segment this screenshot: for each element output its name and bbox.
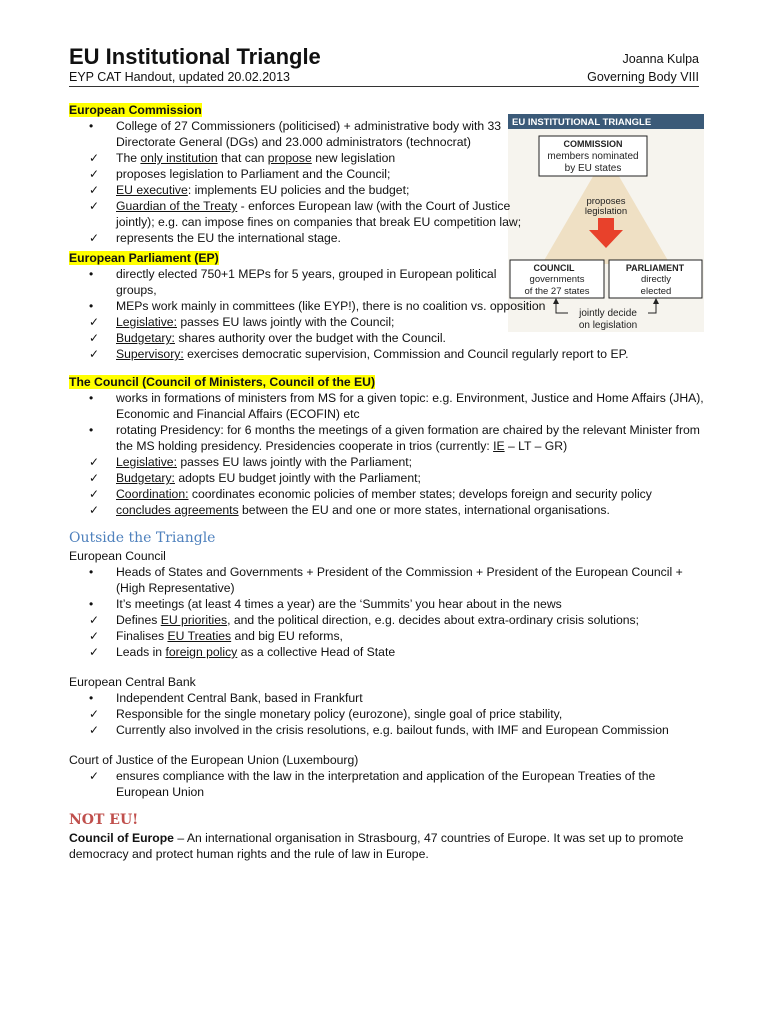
court-heading: Court of Justice of the European Union (Luxembourg) — [69, 753, 359, 767]
underlined-text: Supervisory: — [116, 347, 184, 361]
not-eu-heading: NOT EU! — [69, 812, 139, 828]
checkmark-icon: ✓ — [89, 503, 100, 517]
item-text: proposes legislation to Parliament and the Council; — [116, 167, 391, 181]
checkmark-icon: ✓ — [89, 151, 100, 165]
parliament-line1: directly — [640, 274, 672, 285]
check-item — [69, 628, 709, 644]
check-item — [69, 768, 709, 800]
council-section — [69, 374, 709, 518]
item-text: passes EU laws jointly with the Parliament; — [176, 455, 413, 469]
check-item — [69, 198, 536, 230]
check-item — [69, 612, 709, 628]
underlined-text: Legislative: — [116, 455, 177, 469]
bullet-icon: • — [89, 391, 94, 405]
item-text: that can — [217, 151, 268, 165]
underlined-text: concludes agreements — [116, 503, 239, 517]
not-eu-paragraph — [69, 830, 709, 862]
item-text: College of 27 Commissioners (politicised) + administrative body with 33 Directorate General (DGs) and 23.000 administrators (technocrat) — [116, 119, 502, 149]
bullet-icon: • — [89, 267, 94, 281]
item-text: new legislation — [311, 151, 396, 165]
bullet-icon: • — [89, 597, 94, 611]
item-text: directly elected 750+1 MEPs for 5 years, grouped in European political groups, — [116, 267, 497, 297]
item-text: rotating Presidency: for 6 months the meetings of a given formation are chaired by the relevant Minister from the MS holding presidency. Presidencies cooperate in trios (currently: — [116, 423, 700, 453]
underlined-text: Coordination: — [116, 487, 189, 501]
check-item — [69, 330, 709, 346]
item-text: passes EU laws jointly with the Council; — [176, 315, 395, 329]
council-heading: The Council (Council of Ministers, Council of the EU) — [69, 375, 376, 389]
check-item — [69, 150, 536, 166]
document-body — [69, 102, 709, 862]
parliament-line2: elected — [640, 286, 672, 297]
bullet-icon: • — [89, 691, 94, 705]
check-item — [69, 722, 709, 738]
bullet-icon: • — [89, 119, 94, 133]
item-text: between the EU and one or more states, international organisations. — [238, 503, 610, 517]
item-text: : implements EU policies and the budget; — [187, 183, 410, 197]
check-item — [69, 166, 536, 182]
header-divider — [69, 86, 699, 87]
bullet-item — [69, 690, 709, 706]
diagram-title: EU INSTITUTIONAL TRIANGLE — [512, 117, 652, 128]
underlined-text: EU priorities — [160, 613, 228, 627]
checkmark-icon: ✓ — [89, 183, 100, 197]
bullet-item — [69, 596, 709, 612]
proposes-line1: proposes — [586, 196, 626, 207]
underlined-text: Guardian of the Treaty — [116, 199, 238, 213]
item-text: MEPs work mainly in committees (like EYP!), there is no coalition vs. opposition — [116, 299, 546, 313]
commission-list — [69, 118, 709, 246]
council-line1: governments — [529, 274, 585, 285]
item-text: – LT – GR) — [504, 439, 568, 453]
ecb-list — [69, 690, 709, 738]
ecb-section — [69, 674, 709, 738]
check-item — [69, 314, 709, 330]
check-item — [69, 470, 709, 486]
underlined-text: Budgetary: — [116, 331, 175, 345]
checkmark-icon: ✓ — [89, 199, 100, 213]
underlined-text: foreign policy — [165, 645, 238, 659]
item-text: as a collective Head of State — [237, 645, 396, 659]
item-text: Responsible for the single monetary policy (eurozone), single goal of price stability, — [116, 707, 563, 721]
bullet-icon: • — [89, 299, 94, 313]
commission-line2: by EU states — [564, 163, 622, 174]
checkmark-icon: ✓ — [89, 645, 100, 659]
parliament-heading: European Parliament (EP) — [69, 251, 219, 265]
checkmark-icon: ✓ — [89, 455, 100, 469]
item-text: and big EU reforms, — [231, 629, 343, 643]
item-text: adopts EU budget jointly with the Parliament; — [174, 471, 421, 485]
page-subtitle: EYP CAT Handout, updated 20.02.2013 — [69, 70, 291, 84]
bullet-item — [69, 390, 709, 422]
checkmark-icon: ✓ — [89, 231, 100, 245]
checkmark-icon: ✓ — [89, 629, 100, 643]
proposes-line2: legislation — [584, 206, 628, 217]
bullet-icon: • — [89, 565, 94, 579]
checkmark-icon: ✓ — [89, 769, 100, 783]
checkmark-icon: ✓ — [89, 707, 100, 721]
item-text: , and the political direction, e.g. decides about extra-ordinary crisis solutions; — [227, 613, 639, 627]
governing-body: Governing Body VIII — [587, 70, 699, 84]
bullet-item — [69, 564, 709, 596]
checkmark-icon: ✓ — [89, 723, 100, 737]
outside-triangle-heading: Outside the Triangle — [69, 530, 216, 546]
check-item — [69, 502, 709, 518]
council-title: COUNCIL — [533, 263, 575, 273]
item-text: coordinates economic policies of member states; develops foreign and security policy — [188, 487, 652, 501]
court-section — [69, 752, 709, 800]
item-text: Defines — [116, 613, 161, 627]
european-council-list — [69, 564, 709, 660]
page-title: EU Institutional Triangle — [69, 44, 321, 69]
item-text: Heads of States and Governments + President of the Commission + President of the European Council + (High Representative) — [116, 565, 683, 595]
underlined-text: Budgetary: — [116, 471, 175, 485]
item-text: represents the EU the international stage. — [116, 231, 341, 245]
item-text: The — [116, 151, 141, 165]
european-council-section — [69, 548, 709, 660]
ecb-heading: European Central Bank — [69, 675, 196, 689]
not-eu-text: – An international organisation in Strasbourg, 47 countries of Europe. It was set up to promote democracy and protect human rights and the rule of law in Europe. — [69, 831, 684, 861]
not-eu-lead: Council of Europe — [69, 831, 174, 845]
commission-section — [69, 102, 709, 246]
check-item — [69, 230, 536, 246]
item-text: exercises democratic supervision, Commission and Council regularly report to EP. — [183, 347, 629, 361]
commission-heading: European Commission — [69, 103, 202, 117]
bullet-item — [69, 422, 709, 454]
check-item — [69, 182, 536, 198]
european-council-heading: European Council — [69, 549, 166, 563]
bullet-icon: • — [89, 423, 94, 437]
checkmark-icon: ✓ — [89, 487, 100, 501]
check-item — [69, 346, 709, 362]
underlined-text: only institution — [140, 151, 218, 165]
bullet-item — [69, 266, 536, 298]
author-name: Joanna Kulpa — [622, 52, 699, 66]
council-line2: of the 27 states — [524, 286, 590, 297]
parliament-list — [69, 266, 709, 362]
underlined-text: Legislative: — [116, 315, 177, 329]
checkmark-icon: ✓ — [89, 347, 100, 361]
jointly-line1: jointly decide — [579, 308, 637, 319]
item-text: Finalises — [116, 629, 168, 643]
court-list — [69, 768, 709, 800]
checkmark-icon: ✓ — [89, 471, 100, 485]
parliament-title: PARLIAMENT — [625, 263, 685, 273]
underlined-text: propose — [267, 151, 312, 165]
item-text: Leads in — [116, 645, 166, 659]
item-text: - enforces European law (with the Court of Justice jointly); e.g. can impose fines on companies that break EU competition law; — [116, 199, 522, 229]
check-item — [69, 644, 709, 660]
check-item — [69, 454, 709, 470]
commission-title: COMMISSION — [563, 139, 623, 149]
item-text: Independent Central Bank, based in Frankfurt — [116, 691, 363, 705]
checkmark-icon: ✓ — [89, 315, 100, 329]
item-text: works in formations of ministers from MS for a given topic: e.g. Environment, Justice and Home Affairs (JHA), Economic and Financial Affairs (ECOFIN) etc — [116, 391, 704, 421]
underlined-text: EU executive — [116, 183, 188, 197]
check-item — [69, 486, 709, 502]
underlined-text: EU Treaties — [167, 629, 232, 643]
underlined-text: IE — [493, 439, 505, 453]
item-text: It’s meetings (at least 4 times a year) are the ‘Summits’ you hear about in the news — [116, 597, 562, 611]
check-item — [69, 706, 709, 722]
checkmark-icon: ✓ — [89, 331, 100, 345]
checkmark-icon: ✓ — [89, 167, 100, 181]
council-list — [69, 390, 709, 518]
jointly-line2: on legislation — [578, 320, 638, 331]
item-text: ensures compliance with the law in the interpretation and application of the European Treaties of the European Union — [116, 769, 656, 799]
item-text: shares authority over the budget with the Council. — [174, 331, 446, 345]
bullet-item — [69, 118, 536, 150]
parliament-section — [69, 250, 709, 362]
commission-line1: members nominated — [547, 151, 639, 162]
checkmark-icon: ✓ — [89, 613, 100, 627]
item-text: Currently also involved in the crisis resolutions, e.g. bailout funds, with IMF and European Commission — [116, 723, 669, 737]
bullet-item — [69, 298, 709, 314]
